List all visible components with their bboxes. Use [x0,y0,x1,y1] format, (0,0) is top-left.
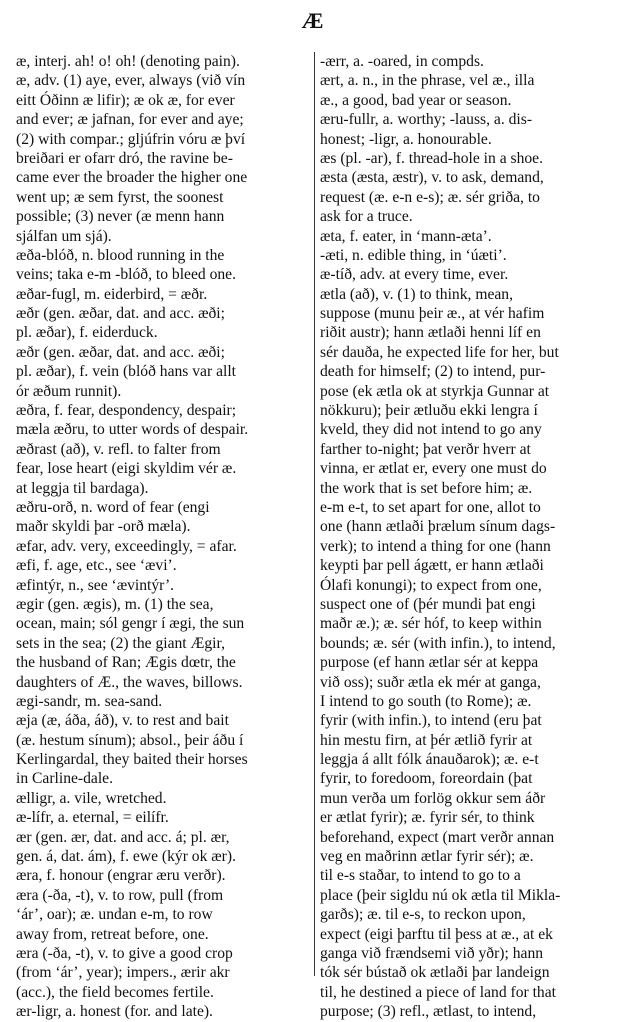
entry-line: sets in the sea; (2) the giant Ægir, [16,634,225,652]
entry-line: suspect one of (þér mundi þat engi [320,595,536,613]
entry-line: kveld, they did not intend to go any [320,421,542,439]
entry-line: purpose (ef hann ætlar sér at keppa [320,654,539,672]
entry-line: honest; -ligr, a. honourable. [320,130,492,148]
entry-line: ask for a truce. [320,208,413,226]
entry-line: -æti, n. edible thing, in ‘úæti’. [320,246,507,264]
entry-line: beforehand, expect (mart verðr annan [320,828,555,846]
entry-line: æra (-ða, -t), v. to give a good crop [16,944,233,962]
entry-line: e-m e-t, to set apart for one, allot to [320,498,541,516]
entry-line: bounds; æ. sér (with infin.), to intend, [320,634,556,652]
entry-line: maðr æ.); æ. sér hóf, to keep within [320,615,542,633]
entry-line: maðr skyldi þar -orð mæla). [16,518,191,536]
entry-line: leggja á allt fólk ánauðarok); æ. e-t [320,751,539,769]
entry-line: expect (eigi þarftu til þess at æ., at ek [320,925,553,943]
entry-line: place (þeir sigldu nú ok ætla til Mikla- [320,886,561,904]
entry-line: er ætlat fyrir); æ. fyrir sér, to think [320,809,535,827]
entry-line: æfi, f. age, etc., see ‘ævi’. [16,557,177,575]
entry-line: suppose (munu þeir æ., at vér hafim [320,305,545,323]
entry-line: mæla æðru, to utter words of despair. [16,421,249,439]
entry-line: æðar-fugl, m. eiderbird, = æðr. [16,285,208,303]
entry-line: request (æ. e-n e-s); æ. sér griða, to [320,188,540,206]
entry-line: vinna, er ætlat er, every one must do [320,460,547,478]
entry-line: ægir (gen. ægis), m. (1) the sea, [16,595,214,613]
entry-line: at leggja til bardaga). [16,479,149,497]
entry-line: ær (gen. ær, dat. and acc. á; pl. ær, [16,828,230,846]
entry-line: gen. á, dat. ám), f. ewe (kýr ok ær). [16,848,236,866]
entry-line: æðru-orð, n. word of fear (engi [16,498,210,516]
entry-line: æs (pl. -ar), f. thread-hole in a shoe. [320,149,544,167]
entry-line: æra (-ða, -t), v. to row, pull (from [16,886,224,904]
entry-line: pl. æðar), f. vein (blóð hans var allt [16,363,236,381]
entry-line: ganga við frændsemi við yðr); hann [320,944,544,962]
entry-line: veins; taka e-m -blóð, to bleed one. [16,266,236,284]
entry-line: hin mestu firn, at þér ætlið fyrir at [320,731,533,749]
entry-line: (æ. hestum sínum); absol., þeir áðu í [16,731,244,749]
entry-line: við oss); suðr ætla ek mér at ganga, [320,673,541,691]
entry-line: Ólafi konungi); to expect from one, [320,576,542,594]
entry-line: (from ‘ár’, year); impers., ærir akr [16,964,230,982]
entry-line: fear, lose heart (eigi skyldim vér æ. [16,460,237,478]
right-column [320,52,612,1022]
entry-line: Kerlingardal, they baited their horses [16,751,248,769]
entry-line: æra, f. honour (engrar æru verðr). [16,867,226,885]
entry-line: æfar, adv. very, exceedingly, = afar. [16,537,237,555]
entry-line: æta, f. eater, in ‘mann-æta’. [320,227,492,245]
entry-line: purpose; (3) refl., ætlast, to intend, [320,1003,537,1021]
entry-line: æ, interj. ah! o! oh! (denoting pain). [16,53,240,70]
entry-line: æðr (gen. æðar, dat. and acc. æði; [16,343,225,361]
entry-line: came ever the broader the higher one [16,169,248,187]
entry-line: (2) with compar.; gljúfrin vóru æ því [16,130,246,148]
entry-line: ægi-sandr, m. sea-sand. [16,692,163,710]
entry-line: til e-s staðar, to intend to go to a [320,867,521,885]
entry-line: daughters of Æ., the waves, billows. [16,673,243,691]
entry-line: ær-ligr, a. honest (for. and late). [16,1003,213,1021]
entry-line: (acc.), the field becomes fertile. [16,983,214,1001]
entry-line: -ærr, a. -oared, in compds. [320,53,484,70]
entry-line: nökkuru); þeir ætluðu ekki lengra í [320,402,538,420]
entry-line: ocean, main; sól gengr í ægi, the sun [16,615,245,633]
entry-line: æ., a good, bad year or season. [320,91,512,109]
entry-line: æ-lífr, a. eternal, = eilífr. [16,809,169,827]
entry-line: eitt Óðinn æ lifir); æ ok æ, for ever [16,91,235,109]
entry-line: æðr (gen. æðar, dat. and acc. æði; [16,305,225,323]
entry-line: mun verða um forlög okkur sem áðr [320,789,546,807]
entry-line: one (hann ætlaði þrælum sínum dags- [320,518,556,536]
entry-line: fyrir (with infin.), to intend (eru þat [320,712,542,730]
entry-line: riðit austr); hann ætlaði henni líf en [320,324,541,342]
entry-line: breiðari er ofarr dró, the ravine be- [16,149,233,167]
entry-line: pose (ek ætla ok at styrkja Gunnar at [320,382,550,400]
entry-line: til, he destined a piece of land for that [320,983,556,1001]
entry-line: æðra, f. fear, despondency, despair; [16,402,237,420]
entry-line: veg en maðrinn ætlar fyrir sér); æ. [320,848,534,866]
entry-line: went up; æ sem fyrst, the soonest [16,188,224,206]
entry-line: æja (æ, áða, áð), v. to rest and bait [16,712,229,730]
entry-line: ært, a. n., in the phrase, vel æ., illa [320,72,535,90]
entry-line: æ, adv. (1) aye, ever, always (við vín [16,72,246,90]
entry-line: possible; (3) never (æ menn hann [16,208,225,226]
entry-line: ór æðum runnit). [16,382,122,400]
entry-line: fyrir, to foredoom, foreordain (þat [320,770,533,788]
entry-line: ætla (að), v. (1) to think, mean, [320,285,513,303]
entry-line: and ever; æ jafnan, for ever and aye; [16,111,244,129]
entry-line: farther to-night; þat verðr hverr at [320,440,531,458]
entry-line: æðrast (að), v. refl. to falter from [16,440,221,458]
left-column [16,52,306,1022]
entry-line: sér dauða, he expected life for her, but [320,343,559,361]
entry-line: in Carline-dale. [16,770,113,788]
entry-line: æsta (æsta, æstr), v. to ask, demand, [320,169,544,187]
column-divider [314,52,315,976]
entry-line: the work that is set before him; æ. [320,479,533,497]
entry-line: tók sér bústað ok ætlaði þar landeign [320,964,550,982]
entry-line: the husband of Ran; Ægis dœtr, the [16,654,236,672]
entry-line: garðs); æ. til e-s, to reckon upon, [320,906,526,924]
entry-line: verk); to intend a thing for one (hann [320,537,551,555]
entry-line: æ-tíð, adv. at every time, ever. [320,266,509,284]
entry-line: pl. æðar), f. eiderduck. [16,324,158,342]
entry-line: æru-fullr, a. worthy; -lauss, a. dis- [320,111,533,129]
entry-line: æfintýr, n., see ‘ævintýr’. [16,576,175,594]
entry-line: æða-blóð, n. blood running in the [16,246,225,264]
entry-line: I intend to go south (to Rome); æ. [320,692,532,710]
entry-line: away from, retreat before, one. [16,925,209,943]
entry-line: death for himself; (2) to intend, pur- [320,363,546,381]
entry-line: ælligr, a. vile, wretched. [16,789,167,807]
entry-line: ‘ár’, oar); æ. undan e-m, to row [16,906,213,924]
entry-line: sjálfan um sjá). [16,227,112,245]
entry-line: keypti þar pell ágætt, er hann ætlaði [320,557,544,575]
page-header: Æ [301,8,324,33]
